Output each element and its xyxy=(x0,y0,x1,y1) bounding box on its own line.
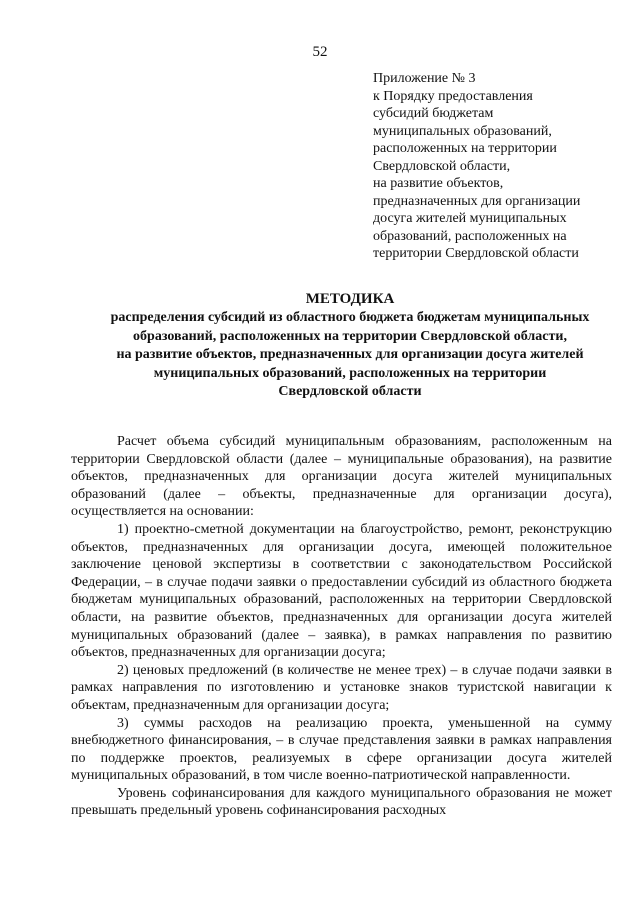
list-item: 1) проектно-сметной документации на благоустройство, ремонт, реконструкцию объектов, предназначенных для организации досуга, имеющей положительное заключение ценовой экспертизы в соответствии с законодательством Российской Федерации, – в случае подачи заявки о предоставлении субсидий из областного бюджета бюджетам муниципальных образований, расположенных на территории Свердловской области, на развитие объектов, предназначенных для организации досуга жителей муниципальных образований (далее – заявка), в рамках направления по развитию объектов, предназначенных для организации досуга; xyxy=(71,521,612,661)
appendix-line: предназначенных для организации xyxy=(373,193,581,209)
appendix-line: муниципальных образований, xyxy=(373,123,552,139)
appendix-line: территории Свердловской области xyxy=(373,246,579,261)
document-title xyxy=(60,290,640,402)
document-body xyxy=(71,433,612,820)
appendix-line: Приложение № 3 xyxy=(373,71,476,86)
page-number: 52 xyxy=(312,44,328,60)
appendix-line: на развитие объектов, xyxy=(373,176,504,191)
title-line: Свердловской области xyxy=(278,384,422,399)
appendix-line: Свердловской области, xyxy=(373,158,511,174)
title-main: МЕТОДИКА xyxy=(305,291,395,307)
title-line: на развитие объектов, предназначенных для организации досуга жителей xyxy=(116,347,584,362)
appendix-note xyxy=(373,70,628,263)
list-item: 3) суммы расходов на реализацию проекта, уменьшенной на сумму внебюджетного финансирования, – в случае представления заявки в рамках направления по поддержке проектов, реализуемых в сфере организации досуга жителей муниципальных образований, в том числе военно-патриотической направленности. xyxy=(71,715,612,784)
title-line: муниципальных образований, расположенных на территории xyxy=(153,365,547,381)
list-item: 2) ценовых предложений (в количестве не менее трех) – в случае подачи заявки в рамках направления по изготовлению и установке знаков туристской навигации к объектам, предназначенным для организации досуга; xyxy=(71,662,612,713)
appendix-line: к Порядку предоставления xyxy=(373,88,533,104)
title-line: образований, расположенных на территории Свердловской области, xyxy=(133,328,567,344)
appendix-line: образований, расположенных на xyxy=(373,228,567,244)
body-paragraph: Расчет объема субсидий муниципальным образованиям, расположенным на территории Свердловской области (далее – муниципальные образования), на развитие объектов, предназначенных для организации досуга жителей муниципальных образований (далее – объекты, предназначенные для организации досуга), осуществляется на основании: xyxy=(71,434,612,520)
appendix-line: расположенных на территории xyxy=(373,141,557,156)
body-paragraph: Уровень софинансирования для каждого муниципального образования не может превышать предельный уровень софинансирования расходных xyxy=(71,785,612,819)
title-line: распределения субсидий из областного бюджета бюджетам муниципальных xyxy=(110,310,590,325)
appendix-line: субсидий бюджетам xyxy=(373,106,494,121)
appendix-line: досуга жителей муниципальных xyxy=(373,211,567,226)
